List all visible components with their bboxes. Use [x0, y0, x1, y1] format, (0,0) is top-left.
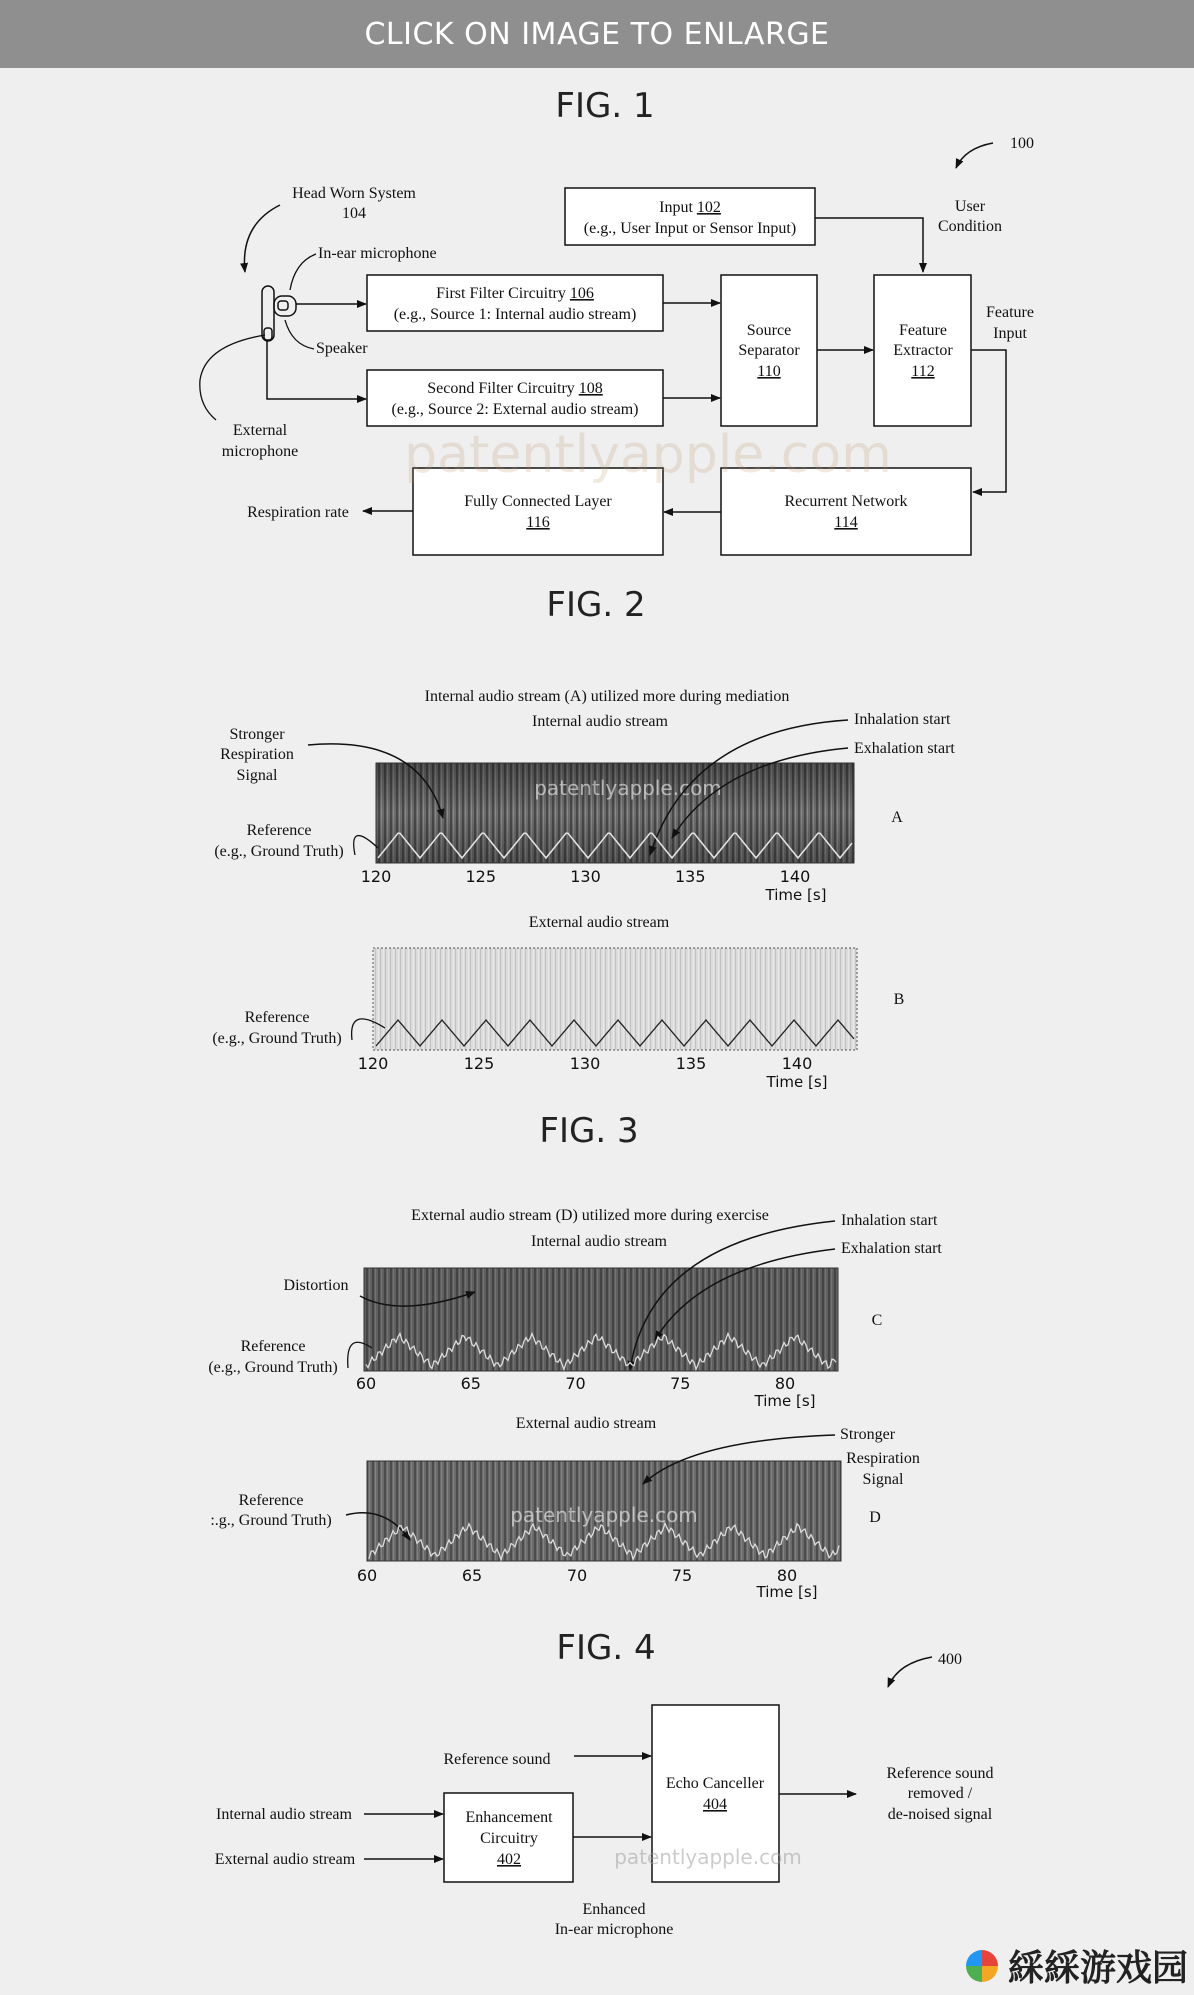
fig3-reference-c-2: (e.g., Ground Truth) [208, 1359, 338, 1376]
feature-input-1: Feature [986, 304, 1034, 321]
source-separator-2: Separator [738, 342, 800, 359]
second-filter-ref: 108 [578, 380, 603, 397]
fig4-enhanced-1: Enhanced [582, 1901, 646, 1918]
fig2-reference-a-2: (e.g., Ground Truth) [214, 843, 344, 860]
watermark-2: patentlyapple.com [534, 776, 722, 800]
first-filter-sub: (e.g., Source 1: Internal audio stream) [393, 306, 637, 323]
fig4-internal: Internal audio stream [216, 1806, 352, 1823]
tick-label: 135 [674, 867, 706, 886]
fig2-plotA-title: Internal audio stream [532, 713, 668, 730]
fig4-ref: 400 [938, 1651, 962, 1668]
fig2-reference-a-line [354, 836, 378, 855]
second-filter-box [367, 370, 663, 426]
feature-input-2: Input [993, 325, 1027, 342]
fig2-stronger-1: Stronger [229, 726, 285, 743]
fig4-ref-arrow [888, 1657, 932, 1687]
head-worn-ref: 104 [342, 205, 366, 222]
fig2-stronger-2: Respiration [220, 746, 294, 763]
first-filter-box [367, 275, 663, 331]
fig2-reference-b-2: (e.g., Ground Truth) [212, 1030, 342, 1047]
fig3-reference-d-2: :.g., Ground Truth) [210, 1512, 332, 1529]
watermark-3: patentlyapple.com [510, 1503, 698, 1527]
source-separator-1: Source [746, 322, 792, 339]
tick-label: 70 [566, 1566, 588, 1585]
head-worn-arrow [244, 205, 280, 272]
input-box-sub: (e.g., User Input or Sensor Input) [583, 220, 797, 237]
fig4-enhanced-2: In-ear microphone [554, 1921, 674, 1938]
fig3-reference-c-1: Reference [240, 1338, 306, 1355]
source-separator-box [721, 275, 817, 426]
enhancement-2: Circuitry [480, 1830, 538, 1847]
recurrent-network-ref: 114 [834, 514, 858, 531]
fig2-stronger-3: Signal [236, 767, 278, 784]
respiration-rate-label: Respiration rate [247, 504, 349, 521]
second-filter-text: Second Filter Circuitry [427, 380, 579, 397]
external-mic-line [200, 335, 265, 420]
fig2-axis-b-ticks [358, 1054, 813, 1073]
tick-label: 120 [357, 1054, 389, 1073]
feature-extractor-2: Extractor [893, 342, 953, 359]
first-filter-text: First Filter Circuitry [436, 285, 570, 302]
fig2-inhalation: Inhalation start [854, 711, 951, 728]
tick-label: 140 [779, 867, 811, 886]
fig1-ref: 100 [1010, 135, 1034, 152]
tick-label: 65 [461, 1566, 483, 1585]
user-condition-1: User [954, 198, 986, 215]
fig3-plotC-title: Internal audio stream [531, 1233, 667, 1250]
watermark-4: patentlyapple.com [614, 1845, 802, 1869]
enhancement-ref: 402 [497, 1851, 521, 1868]
tick-label: 65 [460, 1374, 481, 1393]
fig4-reference-sound: Reference sound [443, 1751, 551, 1768]
fig2-plotB-title: External audio stream [528, 914, 670, 931]
tick-label: 125 [463, 1054, 495, 1073]
fig3-label-d: D [869, 1509, 881, 1526]
extractor-to-recurrent [971, 350, 1006, 492]
fig1-ref-arrow [956, 143, 993, 168]
tick-label: 130 [569, 1054, 601, 1073]
fig4-title: FIG. 4 [556, 1628, 656, 1668]
fig3-inhalation: Inhalation start [841, 1212, 938, 1229]
fig3-reference-d-1: Reference [238, 1492, 304, 1509]
tick-label: 70 [565, 1374, 586, 1393]
in-ear-mic-label: In-ear microphone [318, 245, 437, 262]
tick-label: 140 [781, 1054, 813, 1073]
external-mic-label-2: microphone [221, 443, 299, 460]
source-separator-ref: 110 [757, 363, 781, 380]
input-box-ref: 102 [696, 199, 721, 216]
fig2-title: FIG. 2 [546, 585, 646, 625]
tick-label: 125 [465, 867, 497, 886]
fig2-axis-b-label: Time [s] [766, 1073, 828, 1091]
tick-label: 75 [671, 1566, 693, 1585]
first-filter-ref: 106 [569, 285, 594, 302]
fig3-title: FIG. 3 [539, 1111, 639, 1151]
echo-canceller-1: Echo Canceller [665, 1775, 765, 1792]
fig4-external: External audio stream [214, 1851, 356, 1868]
watermark-1: patentlyapple.com [404, 425, 892, 485]
feature-extractor-1: Feature [899, 322, 947, 339]
fig1-title: FIG. 1 [555, 86, 655, 126]
in-ear-mic-line [290, 254, 316, 290]
fig2-reference-a-1: Reference [246, 822, 312, 839]
fig3-plotD-title: External audio stream [515, 1415, 657, 1432]
speaker-line [285, 320, 314, 349]
fully-connected-label: Fully Connected Layer [464, 493, 612, 510]
tick-label: 75 [670, 1374, 691, 1393]
recurrent-network-label: Recurrent Network [784, 493, 908, 510]
input-box-text: Input [659, 199, 697, 216]
feature-extractor-box [874, 275, 971, 426]
fig3-stronger-1: Stronger [840, 1426, 896, 1443]
tick-label: 135 [675, 1054, 707, 1073]
feature-extractor-ref: 112 [911, 363, 935, 380]
fig3-axis-c-label: Time [s] [754, 1392, 816, 1410]
site-logo[interactable] [964, 1940, 1188, 1991]
user-condition-2: Condition [937, 218, 1003, 235]
fig3-caption: External audio stream (D) utilized more during exercise [411, 1207, 769, 1224]
enlarge-banner-label: CLICK ON IMAGE TO ENLARGE [364, 16, 830, 52]
input-box [565, 188, 815, 245]
fig3-stronger-3: Signal [862, 1471, 904, 1488]
fig3-axis-c-ticks [356, 1374, 795, 1393]
fig3-stronger-2: Respiration [846, 1450, 920, 1467]
fig2-caption: Internal audio stream (A) utilized more during mediation [424, 688, 790, 705]
pinwheel-icon [964, 1948, 1000, 1984]
input-to-feature-extractor [815, 218, 923, 272]
svg-text:Second Filter Circuitry 108 [427, 380, 603, 397]
echo-canceller-ref: 404 [703, 1796, 727, 1813]
fig3-axis-d-ticks [357, 1566, 797, 1585]
external-mic-label-1: External [232, 422, 288, 439]
tick-label: 60 [356, 1566, 378, 1585]
tick-label: 80 [776, 1566, 798, 1585]
fig4-output-3: de-noised signal [887, 1806, 993, 1823]
tick-label: 120 [360, 867, 392, 886]
fig2-label-b: B [893, 991, 905, 1008]
fig2-label-a: A [891, 809, 903, 826]
fig3-axis-d-label: Time [s] [756, 1583, 818, 1601]
svg-text:Input 102 [659, 199, 721, 216]
fully-connected-ref: 116 [526, 514, 550, 531]
site-logo-text: 綵綵游戏园 [1007, 1948, 1188, 1989]
fig4-output-2: removed / [907, 1785, 973, 1802]
fig4-output-1: Reference sound [886, 1765, 994, 1782]
fig2-axis-a-label: Time [s] [765, 886, 827, 904]
spectrogram-c [364, 1268, 838, 1371]
enhancement-box [444, 1793, 573, 1882]
fig2-exhalation: Exhalation start [854, 740, 955, 757]
enhancement-1: Enhancement [465, 1809, 553, 1826]
fig3-distortion: Distortion [283, 1277, 349, 1294]
fig2-axis-a-ticks [361, 867, 811, 886]
tick-label: 130 [570, 867, 601, 886]
head-worn-label: Head Worn System [292, 185, 416, 202]
svg-text:First Filter Circuitry 106 [436, 285, 594, 302]
fig3-exhalation: Exhalation start [841, 1240, 942, 1257]
second-filter-sub: (e.g., Source 2: External audio stream) [391, 401, 639, 418]
spectrogram-b [373, 948, 857, 1050]
speaker-label: Speaker [316, 340, 368, 357]
fig3-label-c: C [871, 1312, 883, 1329]
fig2-reference-b-1: Reference [244, 1009, 310, 1026]
tick-label: 60 [355, 1374, 377, 1393]
tick-label: 80 [774, 1374, 796, 1393]
